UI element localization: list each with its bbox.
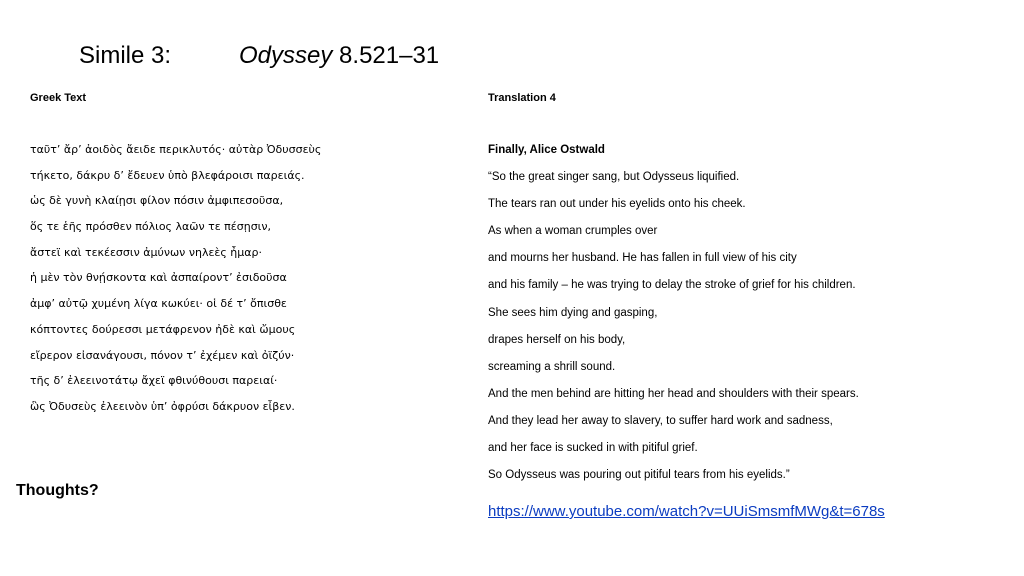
translation-line: As when a woman crumples over [488, 225, 658, 238]
translation-line: “So the great singer sang, but Odysseus liquified. [488, 171, 740, 184]
translation-line: She sees him dying and gasping, [488, 306, 658, 319]
thoughts-prompt: Thoughts? [16, 482, 99, 499]
translation-author: Finally, Alice Ostwald [488, 144, 605, 156]
translation-heading: Translation 4 [488, 92, 556, 104]
greek-line: ἡ μὲν τὸν θνῄσκοντα καὶ ἀσπαίροντ’ ἐσιδοῦσα [30, 271, 287, 285]
greek-line: εἴρερον εἰσανάγουσι, πόνον τ’ ἐχέμεν καὶ ὀϊζύν· [30, 348, 295, 362]
title-reference [239, 42, 439, 69]
translation-line: drapes herself on his body, [488, 333, 626, 346]
title-work: Odyssey [239, 42, 333, 69]
greek-line: ὅς τε ἑῆς πρόσθεν πόλιος λαῶν τε πέσῃσιν, [30, 220, 272, 234]
translation-line: screaming a shrill sound. [488, 360, 616, 373]
greek-line: τήκετο, δάκρυ δ’ ἔδευεν ὑπὸ βλεφάροισι παρειάς. [30, 168, 305, 182]
greek-line: τῆς δ’ ἐλεεινοτάτῳ ἄχεϊ φθινύθουσι παρειαί· [30, 374, 278, 388]
translation-line: and his family – he was trying to delay the stroke of grief for his children. [488, 279, 856, 292]
greek-line: ὡς δὲ γυνὴ κλαίῃσι φίλον πόσιν ἀμφιπεσοῦσα, [30, 194, 284, 208]
translation-line: and her face is sucked in with pitiful grief. [488, 442, 698, 455]
translation-line: And they lead her away to slavery, to suffer hard work and sadness, [488, 414, 833, 427]
translation-line: And the men behind are hitting her head and shoulders with their spears. [488, 387, 859, 400]
greek-text [30, 143, 460, 426]
translation-line: The tears ran out under his eyelids onto his cheek. [488, 198, 746, 211]
slide-title [79, 42, 439, 70]
greek-line: ἄστεϊ καὶ τεκέεσσιν ἀμύνων νηλεὲς ἦμαρ· [30, 245, 262, 259]
greek-line: ὣς Ὀδυσεὺς ἐλεεινὸν ὑπ’ ὀφρύσι δάκρυον εἶβεν. [30, 399, 295, 413]
greek-line: ἀμφ’ αὐτῷ χυμένη λίγα κωκύει· οἱ δέ τ’ ὄπισθε [30, 297, 287, 311]
title-lines: 8.521–31 [339, 42, 440, 69]
greek-line: ταῦτ’ ἄρ’ ἀοιδὸς ἄειδε περικλυτός· αὐτὰρ Ὀδυσσεὺς [30, 143, 322, 156]
greek-heading: Greek Text [30, 92, 87, 104]
title-prefix: Simile 3: [79, 42, 172, 69]
greek-line: κόπτοντες δούρεσσι μετάφρενον ἠδὲ καὶ ὤμους [30, 322, 296, 336]
youtube-link[interactable]: https://www.youtube.com/watch?v=UUiSmsmfMWg&t=678s [488, 503, 885, 520]
translation-line: So Odysseus was pouring out pitiful tears from his eyelids.” [488, 469, 790, 482]
translation-text [488, 143, 1008, 495]
translation-line: and mourns her husband. He has fallen in full view of his city [488, 252, 797, 265]
